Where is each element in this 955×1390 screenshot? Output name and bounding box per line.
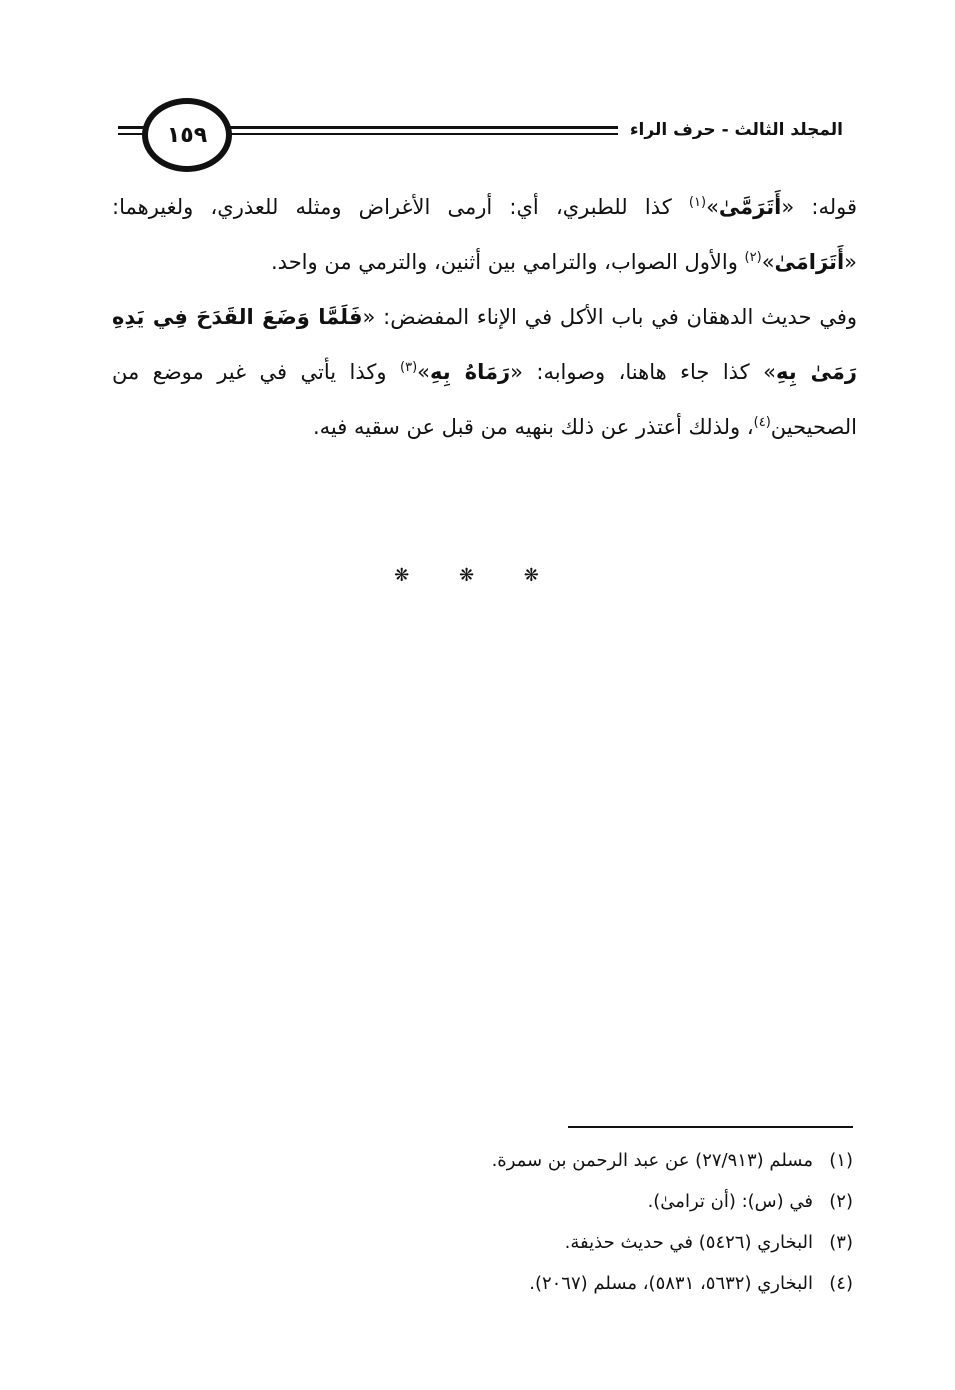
footnote-rule [568, 1126, 853, 1128]
text-run: » [417, 360, 430, 384]
footnote-text: في (س): (أن ترامىٰ). [647, 1191, 813, 1212]
footnote-item [253, 1263, 853, 1304]
footnote-ref: (٣) [400, 360, 418, 375]
paragraph-2 [112, 290, 857, 455]
footnote-number: (٣) [829, 1232, 853, 1253]
text-run: قوله: « [781, 195, 857, 219]
quoted-word: أَتَرَمَّىٰ [718, 195, 782, 219]
quoted-hadith: فَلَمَّا وَضَعَ القَدَحَ فِي يَدِهِ رَمَىٰ بِهِ [112, 305, 857, 384]
text-run: » [706, 195, 719, 219]
footnote-number: (٢) [829, 1191, 853, 1212]
paragraph-1 [112, 180, 857, 290]
footnotes [253, 1140, 853, 1304]
page-number: ١٥٩ [166, 122, 208, 148]
text-run: كذا للطبري، أي: أرمى الأغراض ومثله للعذري، ولغيرهما: « [112, 195, 857, 274]
main-text [112, 180, 857, 455]
footnote-ref: (٤) [753, 415, 771, 430]
footnote-item [253, 1140, 853, 1181]
text-run: وفي حديث الدهقان في باب الأكل في الإناء المفضض: « [362, 305, 857, 329]
section-separator: ❋ ❋ ❋ [394, 565, 561, 586]
footnote-item [253, 1222, 853, 1263]
footnote-text: البخاري (٥٤٢٦) في حديث حذيفة. [564, 1232, 813, 1253]
text-run: وكذا يأتي في غير موضع من الصحيحين [112, 360, 857, 439]
footnote-ref: (٢) [744, 250, 762, 265]
text-run: » كذا جاء هاهنا، وصوابه: « [510, 360, 776, 384]
quoted-word: رَمَاهُ بِهِ [430, 360, 511, 384]
footnote-text: البخاري (٥٦٣٢، ٥٨٣١)، مسلم (٢٠٦٧). [529, 1273, 813, 1294]
text-run: والأول الصواب، والترامي بين أثنين، والترمي من واحد. [271, 250, 745, 274]
footnote-ref: (١) [688, 195, 707, 210]
footnote-text: مسلم (٢٧/٩١٣) عن عبد الرحمن بن سمرة. [491, 1150, 813, 1171]
footnote-item [253, 1181, 853, 1222]
running-head: المجلد الثالث - حرف الراء [618, 116, 857, 144]
page-number-badge [142, 98, 232, 172]
quoted-word: أَتَرَامَىٰ [774, 250, 845, 274]
footnote-number: (٤) [829, 1273, 853, 1294]
footnote-number: (١) [829, 1150, 853, 1171]
text-run: ، ولذلك أعتذر عن ذلك بنهيه من قبل عن سقيه فيه. [313, 415, 754, 439]
text-run: » [761, 250, 775, 274]
